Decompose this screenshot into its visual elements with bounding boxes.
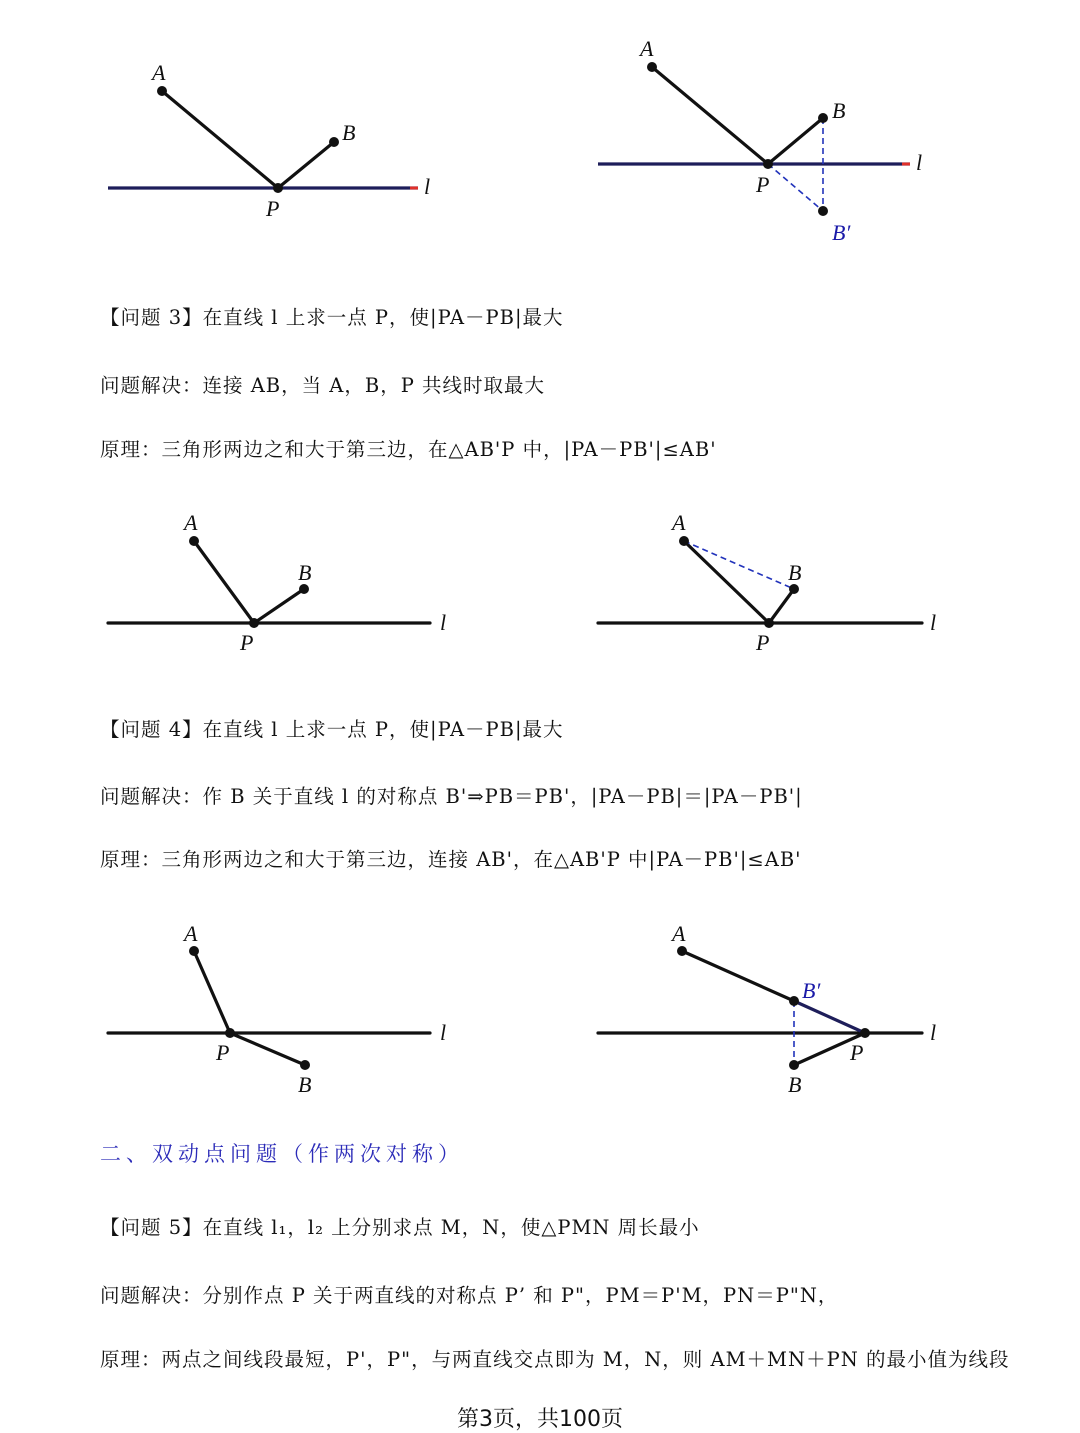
label-B: B	[788, 1072, 802, 1097]
label-l: l	[440, 610, 447, 635]
segment-AB	[684, 541, 794, 589]
point-P	[225, 1028, 235, 1038]
figure-3-right	[540, 910, 1080, 1100]
label-B: B	[298, 560, 312, 585]
point-P	[860, 1028, 870, 1038]
point-A	[647, 62, 657, 72]
label-P: P	[756, 630, 770, 655]
label-P: P	[240, 630, 254, 655]
problem-3-principle: 原理：三角形两边之和大于第三边，在△AB'P 中，|PA－PB'|≤AB'	[100, 438, 717, 461]
point-B-prime	[789, 996, 799, 1006]
point-B	[818, 113, 828, 123]
point-B-prime	[818, 206, 828, 216]
point-A	[677, 946, 687, 956]
problem-5-principle: 原理：两点之间线段最短，P'，P"，与两直线交点即为 M，N，则 AM＋MN＋PN 的最小值为线段	[100, 1348, 1010, 1371]
segment-PA	[652, 67, 768, 164]
problem-4-title: 【问题 4】在直线 l 上求一点 P，使|PA－PB|最大	[100, 718, 564, 741]
label-B-prime: B′	[832, 220, 851, 245]
segment-PB	[230, 1033, 305, 1065]
label-B-prime: B′	[802, 978, 821, 1003]
point-B	[789, 584, 799, 594]
segment-PA	[684, 541, 769, 623]
point-A	[679, 536, 689, 546]
label-B: B	[788, 560, 802, 585]
figure-2-left	[0, 500, 540, 670]
figure-2-right	[540, 500, 1080, 670]
segment-PB	[768, 118, 823, 164]
label-l: l	[930, 1020, 937, 1045]
label-B: B	[342, 120, 356, 145]
label-P: P	[266, 196, 280, 221]
page-footer: 第3页，共100页	[457, 1407, 623, 1432]
segment-PA	[194, 541, 254, 623]
label-l: l	[916, 150, 923, 175]
figure-3-left	[0, 910, 540, 1100]
point-B	[299, 584, 309, 594]
point-B	[789, 1060, 799, 1070]
problem-3-solution: 问题解决：连接 AB，当 A，B，P 共线时取最大	[100, 374, 546, 397]
point-B	[300, 1060, 310, 1070]
label-B: B	[298, 1072, 312, 1097]
label-l: l	[930, 610, 937, 635]
segment-PA	[162, 91, 278, 188]
point-A	[189, 536, 199, 546]
label-A: A	[672, 921, 686, 946]
problem-4-solution: 问题解决：作 B 关于直线 l 的对称点 B'⇒PB＝PB'，|PA－PB|＝|PA－PB'|	[100, 785, 803, 808]
figure-1-left	[0, 0, 540, 260]
segment-PA	[194, 951, 230, 1033]
section-heading: 二、双动点问题（作两次对称）	[100, 1142, 464, 1166]
point-P	[763, 159, 773, 169]
label-P: P	[216, 1040, 230, 1065]
label-B: B	[832, 98, 846, 123]
figure-1-right	[540, 0, 1080, 260]
label-A: A	[672, 510, 686, 535]
segment-PB	[769, 589, 794, 623]
segment-PB	[278, 142, 334, 188]
point-A	[189, 946, 199, 956]
label-l: l	[424, 174, 431, 199]
segment-PB	[254, 589, 304, 623]
problem-3-title: 【问题 3】在直线 l 上求一点 P，使|PA－PB|最大	[100, 306, 564, 329]
label-A: A	[184, 921, 198, 946]
label-A: A	[640, 36, 654, 61]
label-P: P	[756, 172, 770, 197]
label-l: l	[440, 1020, 447, 1045]
point-P	[273, 183, 283, 193]
segment-B-prime-P	[794, 1001, 865, 1033]
segment-AB-prime	[682, 951, 794, 1001]
point-A	[157, 86, 167, 96]
point-B	[329, 137, 339, 147]
label-A: A	[184, 510, 198, 535]
point-P	[764, 618, 774, 628]
problem-5-title: 【问题 5】在直线 l₁，l₂ 上分别求点 M，N，使△PMN 周长最小	[100, 1216, 700, 1239]
problem-5-solution: 问题解决：分别作点 P 关于两直线的对称点 P’ 和 P"，PM＝P'M，PN＝P"N，	[100, 1284, 839, 1307]
problem-4-principle: 原理：三角形两边之和大于第三边，连接 AB'，在△AB'P 中|PA－PB'|≤AB'	[100, 848, 802, 871]
label-A: A	[152, 60, 166, 85]
segment-PB-prime	[768, 164, 823, 211]
label-P: P	[850, 1040, 864, 1065]
point-P	[249, 618, 259, 628]
